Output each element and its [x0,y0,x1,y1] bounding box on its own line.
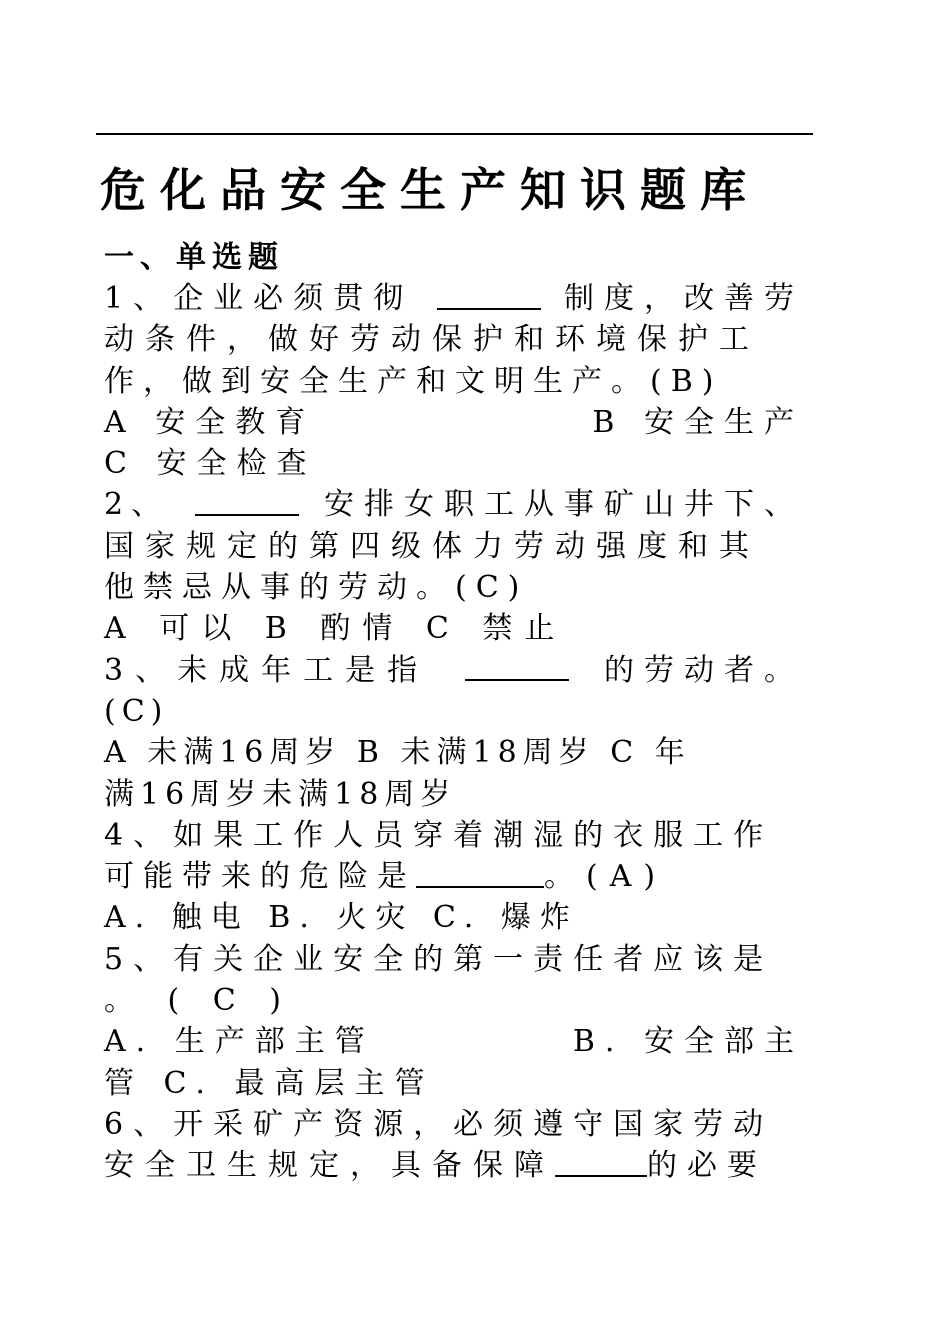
answer-blank [416,858,544,888]
text-line [104,402,804,443]
option-a: A 安全教育 [104,404,316,440]
line-text: 5、有关企业安全的第一责任者应该是 [104,941,774,977]
option-c: C 安全检查 [104,446,317,482]
line-text: 他禁忌从事的劳动。(C) [104,570,529,606]
text-line [104,567,804,608]
line-text: A 未满16周岁 B 未满18周岁 C 年 [104,735,691,771]
text-line [104,650,804,691]
line-text: 。(A) [544,859,668,895]
answer-blank [437,280,541,310]
text-line [104,526,804,567]
text-line [104,319,804,360]
text-line [104,443,804,484]
answer-blank [555,1147,647,1177]
line-text: 动条件，做好劳动保护和环境保护工 [104,322,760,358]
text-line [104,1021,804,1062]
text-line [104,897,804,938]
text-line [104,1104,804,1145]
line-text: 3、未成年工是指 [104,652,430,688]
line-text: 的劳动者。 [604,652,804,688]
text-line [104,608,804,649]
line-text: 作，做到安全生产和文明生产。(B) [104,363,723,399]
line-text: 4、如果工作人员穿着潮湿的衣服工作 [104,817,774,853]
text-line [104,278,804,319]
line-text: 国家规定的第四级体力劳动强度和其 [104,528,760,564]
option-c: 管 C. 最高层主管 [104,1065,435,1101]
line-text: 制度，改善劳 [564,281,804,316]
line-text: 的必要 [647,1148,767,1184]
text-line [104,939,804,980]
line-text: A. 触电 B. 火灾 C. 爆炸 [104,900,579,936]
text-line [104,484,804,525]
text-line [104,856,804,897]
line-text: 安全卫生规定，具备保障 [104,1148,555,1184]
text-line [104,980,804,1021]
option-b: B. 安全部主 [572,1024,804,1060]
answer-blank [465,651,569,681]
page-title: 危化品安全生产知识题库 [100,163,760,217]
text-line [104,361,804,402]
option-a: A. 生产部主管 [104,1024,375,1060]
top-rule [96,133,813,135]
line-text: A 可以 B 酌情 C 禁止 [104,611,567,647]
line-text: 。 ( C ) [104,983,293,1019]
line-text: 2、 [104,487,170,523]
line-text: 6、开采矿产资源，必须遵守国家劳动 [104,1106,774,1142]
text-line [104,691,804,732]
option-b: B 安全生产 [592,404,804,440]
question-body [104,278,804,1187]
text-line [104,732,804,773]
line-text: 可能带来的危险是 [104,859,416,895]
text-line [104,815,804,856]
line-text: (C) [104,693,169,729]
text-line [104,1145,804,1186]
line-text: 满16周岁未满18周岁 [104,776,457,812]
answer-blank [195,486,299,516]
line-text: 安排女职工从事矿山井下、 [324,487,804,523]
text-line [104,774,804,815]
line-text: 1、企业必须贯彻 [104,281,414,316]
text-line [104,1063,804,1104]
section-heading: 一、单选题 [104,240,284,275]
